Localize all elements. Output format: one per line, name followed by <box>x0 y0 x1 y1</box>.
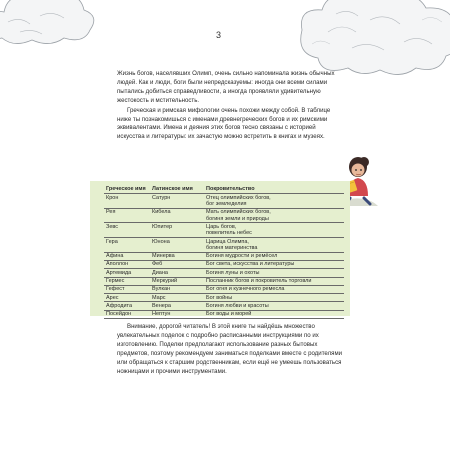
table-row <box>104 277 344 285</box>
table-row <box>104 269 344 277</box>
cell-greek-name: Арес <box>104 294 150 302</box>
intro-paragraph-2: Греческая и римская мифологии очень похожи между собой. В таблице ниже ты познакомишься с именами древнегреческих богов и их римскими эквивалентами. Имена и деяния этих богов тесно связаны с историей искусства и литературы: их зачастую можно встретить в книгах и музеях. <box>117 106 331 141</box>
cell-greek-name: Артемида <box>104 269 150 277</box>
table-header-row <box>104 186 344 194</box>
cell-greek-name: Афродита <box>104 302 150 310</box>
cell-patronage: Богиня мудрости и ремёсел <box>204 252 344 260</box>
cell-greek-name: Аполлон <box>104 260 150 268</box>
table-row <box>104 285 344 293</box>
cell-greek-name: Крон <box>104 194 150 209</box>
cell-patronage: Богиня луны и охоты <box>204 269 344 277</box>
column-header-latin: Латинское имя <box>150 186 204 194</box>
column-header-meaning: Покровительство <box>204 186 344 194</box>
page-number: 3 <box>216 30 222 40</box>
cell-patronage: Мать олимпийских богов, богиня земли и природы <box>204 208 344 223</box>
cell-greek-name: Афина <box>104 252 150 260</box>
gods-table <box>104 186 344 319</box>
warning-paragraph: Внимание, дорогой читатель! В этой книге ты найдёшь множество увлекательных поделок с подробно расписанными инструкциями по их изготовлению. Поделки предполагают использование разных бытовых предметов, поэтому рекомендуем заниматься поделками вместе с родителями или обращаться к старшим родственникам, если ещё не умеешь пользоваться ножницами и прочими инструментами. <box>117 323 343 375</box>
cell-patronage: Бог огня и кузнечного ремесла <box>204 285 344 293</box>
cell-greek-name: Посейдон <box>104 310 150 318</box>
gods-table-body <box>104 194 344 319</box>
warning-text <box>117 323 349 376</box>
cell-greek-name: Зевс <box>104 223 150 238</box>
gods-table-panel <box>90 181 350 316</box>
cell-latin-name: Кибела <box>150 208 204 223</box>
cell-patronage: Отец олимпийских богов, бог земледелия <box>204 194 344 209</box>
table-row <box>104 238 344 253</box>
table-row <box>104 252 344 260</box>
cell-greek-name: Гермес <box>104 277 150 285</box>
cell-patronage: Богиня любви и красоты <box>204 302 344 310</box>
table-row <box>104 208 344 223</box>
table-row <box>104 294 344 302</box>
cell-latin-name: Меркурий <box>150 277 204 285</box>
cell-latin-name: Минерва <box>150 252 204 260</box>
cloud-illustration-right <box>292 0 450 80</box>
cell-patronage: Царь богов, повелитель небес <box>204 223 344 238</box>
cell-patronage: Бог войны <box>204 294 344 302</box>
table-row <box>104 260 344 268</box>
cell-latin-name: Феб <box>150 260 204 268</box>
cell-latin-name: Венера <box>150 302 204 310</box>
cell-latin-name: Сатурн <box>150 194 204 209</box>
cloud-illustration-left <box>0 0 100 48</box>
cell-patronage: Царица Олимпа, богиня материнства <box>204 238 344 253</box>
cell-patronage: Посланник богов и покровитель торговли <box>204 277 344 285</box>
intro-paragraph-1: Жизнь богов, населявших Олимп, очень сильно напоминала жизнь обычных людей. Как и люди, боги были непредсказуемы: иногда они всеми силами пытались добиться справедливости, а иногда проявляли удивительную жестокость и мстительность. <box>117 70 335 104</box>
cell-greek-name: Рея <box>104 208 150 223</box>
cell-greek-name: Гефест <box>104 285 150 293</box>
column-header-greek: Греческое имя <box>104 186 150 194</box>
cell-latin-name: Юпитер <box>150 223 204 238</box>
table-row <box>104 310 344 318</box>
cell-greek-name: Гера <box>104 238 150 253</box>
cell-latin-name: Нептун <box>150 310 204 318</box>
cell-latin-name: Марс <box>150 294 204 302</box>
cell-patronage: Бог света, искусства и литературы <box>204 260 344 268</box>
cell-patronage: Бог воды и морей <box>204 310 344 318</box>
cell-latin-name: Вулкан <box>150 285 204 293</box>
table-row <box>104 223 344 238</box>
intro-text <box>117 70 343 142</box>
table-row <box>104 302 344 310</box>
table-row <box>104 194 344 209</box>
cell-latin-name: Диана <box>150 269 204 277</box>
cell-latin-name: Юнона <box>150 238 204 253</box>
